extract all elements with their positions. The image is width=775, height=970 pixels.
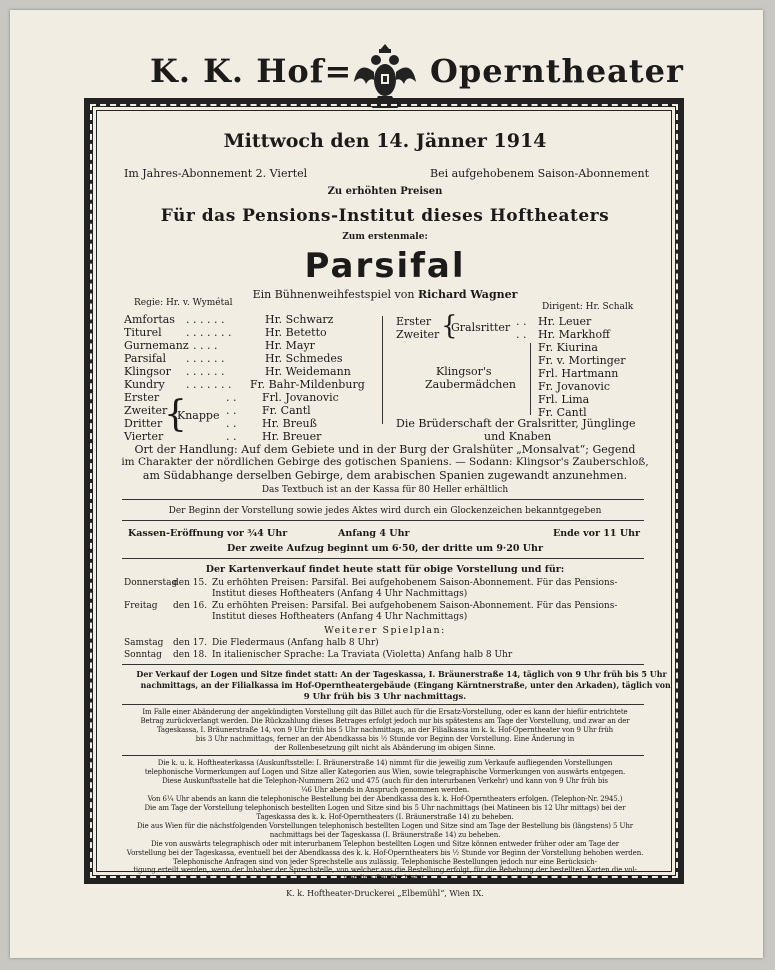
cast-actor: Hr. Mayr <box>265 339 315 352</box>
benefit-line: Für das Pensions-Institut dieses Hoftheaters <box>160 206 610 226</box>
cast-dots: . . <box>226 430 237 443</box>
stage-director: Regie: Hr. v. Wymétal <box>134 298 233 308</box>
cast-dots: . . . . . . <box>186 313 225 326</box>
fine-print-line: nachmittags bei der Tageskassa (I. Bräunerstraße 14) zu beheben. <box>269 831 501 839</box>
brotherhood-line1: Die Brüderschaft der Gralsritter, Jünglinge <box>396 417 636 430</box>
presale-heading: Der Kartenverkauf findet heute statt für obige Vorstellung und für: <box>205 564 565 575</box>
knight-dots: . . <box>516 315 527 328</box>
maiden-actor: Frl. Lima <box>538 393 590 406</box>
act-times: Der zweite Aufzug beginnt um 6·50, der dritte um 9·20 Uhr <box>227 543 543 554</box>
subscription-left: Im Jahres-Abonnement 2. Viertel <box>124 167 308 180</box>
fine-print-line: Tageskassa des k. k. Hof-Operntheaters (I. Bräunerstraße 14) zu beheben. <box>256 813 514 821</box>
cast-role: Vierter <box>124 430 164 443</box>
next-text: Zu erhöhten Preisen: Parsifal. Bei aufgehobenem Saison-Abonnement. Für das Pensions- <box>212 578 618 588</box>
cast-actor: Hr. Betetto <box>265 326 327 339</box>
sale-info: Der Verkauf der Logen und Sitze findet statt: An der Tageskassa, I. Bräunerstraße 14, täglich von 9 Uhr früh bis 5 Uhr <box>136 670 667 680</box>
plan-day: Samstag <box>124 638 164 648</box>
next-date: den 16. <box>173 601 208 611</box>
fine-print-line: Die k. u. k. Hoftheaterkassa (Auskunftsstelle: I. Bräunerstraße 14) nimmt für die jeweilig zum Verkaufe aufliegenden Vorstellungen <box>157 759 613 767</box>
plan-date: den 18. <box>173 650 208 660</box>
next-text: Institut dieses Hoftheaters (Anfang 4 Uhr Nachmittags) <box>212 589 468 599</box>
cast-actor: Hr. Breuer <box>262 430 322 443</box>
performance-date: Mittwoch den 14. Jänner 1914 <box>223 130 547 152</box>
brotherhood-line2: und Knaben <box>484 430 552 443</box>
squire-label: Knappe <box>177 409 220 422</box>
maidens-divider <box>530 343 531 415</box>
cast-actor: Frl. Jovanovic <box>262 391 339 404</box>
fine-print-line: Telephonische Anfragen sind von jeder Sprechstelle aus zulässig. Telephonische Bestellungen jedoch nur eine Berücksich- <box>173 858 597 866</box>
next-day: Freitag <box>124 601 158 611</box>
libretto-note: Das Textbuch ist an der Kassa für 80 Heller erhältlich <box>261 485 509 495</box>
cast-actor: Hr. Breuß <box>262 417 317 430</box>
next-date: den 15. <box>173 578 208 588</box>
next-text: Zu erhöhten Preisen: Parsifal. Bei aufgehobenem Saison-Abonnement. Für das Pensions- <box>212 601 618 611</box>
flower-maidens-line2: Zaubermädchen <box>425 378 516 391</box>
cast-role: Dritter <box>124 417 163 430</box>
fine-print-line: tigung erteilt werden, wenn der Inhaber der Sprechstelle, von welcher aus die Bestellung erfolgt, für die Behebung der bestellten Karten die vol- <box>133 866 637 874</box>
cast-actor: Hr. Schmedes <box>265 352 343 365</box>
flower-maidens-line1: Klingsor's <box>436 365 492 378</box>
divider <box>122 558 644 559</box>
price-note: Zu erhöhten Preisen <box>327 186 443 197</box>
plan-day: Sonntag <box>124 650 162 660</box>
cast-role: Parsifal <box>124 352 167 365</box>
divider <box>122 499 644 500</box>
cast-dots: . . <box>226 391 237 404</box>
maiden-actor: Fr. Kiurina <box>538 341 598 354</box>
cast-dots: . . <box>226 417 237 430</box>
maiden-actor: Fr. Jovanovic <box>538 380 611 393</box>
setting-line: am Südabhange derselben Gebirge, dem arabischen Spanien zugewandt anzunehmen. <box>142 469 628 482</box>
divider <box>122 664 644 665</box>
cast-dots: . . . . . . . <box>186 326 232 339</box>
fine-print-line: Im Falle einer Abänderung der angekündigten Vorstellung gilt das Billet auch für die Ersatz-Vorstellung, oder es kann der hiefür entrichtete <box>142 708 628 716</box>
plan-date: den 17. <box>173 638 208 648</box>
knight-dots: . . <box>516 328 527 341</box>
divider <box>122 520 644 521</box>
cast-actor: Fr. Cantl <box>262 404 311 417</box>
end-time: Ende vor 11 Uhr <box>553 528 641 539</box>
plan-text: Die Fledermaus (Anfang halb 8 Uhr) <box>212 638 379 648</box>
setting-line: im Charakter der nördlichen Gebirge des gotischen Spaniens. — Sodann: Klingsor's Zauberschloß, <box>121 456 649 468</box>
plan-text: In italienischer Sprache: La Traviata (Violetta) Anfang halb 8 Uhr <box>212 650 513 660</box>
cast-role: Klingsor <box>124 365 171 378</box>
fine-print-line: Die von auswärts telegraphisch oder mit interurbanem Telephon bestellten Logen und Sitze können entweder früher oder am Tage der <box>150 840 620 848</box>
fine-print-line: wendige Gewähr bietet. <box>343 874 427 882</box>
knight-actor: Hr. Markhoff <box>538 328 610 341</box>
cast-dots: . . . . . <box>186 339 218 352</box>
squire-brace: { <box>164 394 187 435</box>
fine-print-line: Tageskassa, I. Bräunerstraße 14, von 9 Uhr früh bis 5 Uhr nachmittags, an der Filialkassa im k. k. Hof-Operntheater von 9 Uhr früh <box>156 726 614 734</box>
maiden-actor: Fr. Cantl <box>538 406 587 419</box>
composer: Richard Wagner <box>417 288 518 301</box>
start-time: Anfang 4 Uhr <box>338 528 410 539</box>
fine-print-line: Betrag zurückverlangt werden. Die Rückzahlung dieses Betrages erfolgt jedoch nur bis spätestens am Tage der Vorstellung, und zwar an der <box>140 717 630 725</box>
fine-print-line: Die aus Wien für die nächstfolgenden Vorstellungen telephonisch bestellten Logen und Sitze sind am Tage der Bestellung bis (längstens) 5 Uhr <box>137 822 633 830</box>
cast-role: Zweiter <box>124 404 168 417</box>
divider <box>122 704 644 705</box>
cast-role: Gurnemanz <box>124 339 189 352</box>
cast-dots: . . . . . . <box>186 365 225 378</box>
cast-actor: Hr. Weidemann <box>265 365 351 378</box>
cast-role: Kundry <box>124 378 165 391</box>
further-schedule-heading: Weiterer Spielplan: <box>324 625 446 636</box>
cast-dots: . . . . . . <box>186 352 225 365</box>
next-day: Donnerstag <box>124 578 178 588</box>
subtitle-text: Ein Bühnenweihfestspiel von <box>252 288 415 301</box>
first-time-note: Zum erstenmale: <box>342 232 428 242</box>
cast-role: Erster <box>124 391 160 404</box>
sale-info: 9 Uhr früh bis 3 Uhr nachmittags. <box>303 692 467 702</box>
masthead-left: K. K. Hof= <box>150 52 353 90</box>
cast-divider <box>382 316 383 424</box>
divider <box>122 755 644 756</box>
masthead-right: Operntheater <box>430 52 684 90</box>
sale-info: nachmittags, an der Filialkassa im Hof-Operntheatergebäude (Eingang Kärntnerstraße, unter den Arkaden), täglich von <box>140 681 671 691</box>
fine-print-line: Vorstellung bei der Tageskassa, eventuell bei der Abendkassa des k. k. Hof-Operntheaters bis ½ Stunde vor Beginn der Vorstellung behoben werden. <box>126 849 644 857</box>
grail-knight-label: Gralsritter <box>451 321 511 334</box>
cast-role: Titurel <box>124 326 162 339</box>
fine-print-line: der Rollenbesetzung gilt nicht als Abänderung im obigen Sinne. <box>274 744 496 752</box>
next-text: Institut dieses Hoftheaters (Anfang 4 Uhr Nachmittags) <box>212 612 468 622</box>
subscription-right: Bei aufgehobenem Saison-Abonnement <box>430 167 650 180</box>
setting-line: Ort der Handlung: Auf dem Gebiete und in der Burg der Gralshüter „Monsalvat“; Gegend <box>134 443 636 456</box>
fine-print-line: bis 3 Uhr nachmittags, ferner an der Abendkassa bis ½ Stunde vor Beginn der Vorstellung. Eine Änderung in <box>195 735 575 743</box>
cast-actor: Hr. Schwarz <box>265 313 334 326</box>
cast-dots: . . . . . . . <box>186 378 232 391</box>
fine-print-line: ¼6 Uhr abends in Anspruch genommen werden. <box>300 786 470 794</box>
maiden-actor: Frl. Hartmann <box>538 367 619 380</box>
cast-actor: Fr. Bahr-Mildenburg <box>250 378 365 391</box>
maiden-actor: Fr. v. Mortinger <box>538 354 626 367</box>
knight-actor: Hr. Leuer <box>538 315 592 328</box>
cast-dots: . . <box>226 404 237 417</box>
fine-print-line: Von 6¼ Uhr abends an kann die telephonische Bestellung bei der Abendkassa des k. k. Hof-Operntheaters erfolgen. (Telephon-Nr. 2945.) <box>147 795 623 803</box>
conductor: Dirigent: Hr. Schalk <box>542 302 634 312</box>
box-office-opening: Kassen-Eröffnung vor ¾4 Uhr <box>128 528 288 539</box>
fine-print-line: telephonische Vormerkungen auf Logen und Sitze aller Kategorien aus Wien, sowie telegraphische Vormerkungen von auswärts entgegen. <box>144 768 626 776</box>
cast-role: Amfortas <box>124 313 175 326</box>
knight-second: Zweiter <box>396 328 440 341</box>
fine-print-line: Die am Tage der Vorstellung telephonisch bestellten Logen und Sitze sind bis 5 Uhr nachmittags (bei Matineen bis 12 Uhr mittags) bei der <box>144 804 626 812</box>
fine-print-line: Diese Auskunftsstelle hat die Telephon-Nummern 262 und 475 (auch für den interurbanen Verkehr) und kann von 9 Uhr früh bis <box>162 777 608 785</box>
bell-note: Der Beginn der Vorstellung sowie jedes Aktes wird durch ein Glockenzeichen bekanntgegeben <box>168 506 602 516</box>
knight-first: Erster <box>396 315 432 328</box>
printer-imprint: K. k. Hoftheater-Druckerei „Elbemühl“, Wien IX. <box>286 889 484 898</box>
knight-brace: { <box>441 311 458 341</box>
opera-title: Parsifal <box>304 246 466 286</box>
